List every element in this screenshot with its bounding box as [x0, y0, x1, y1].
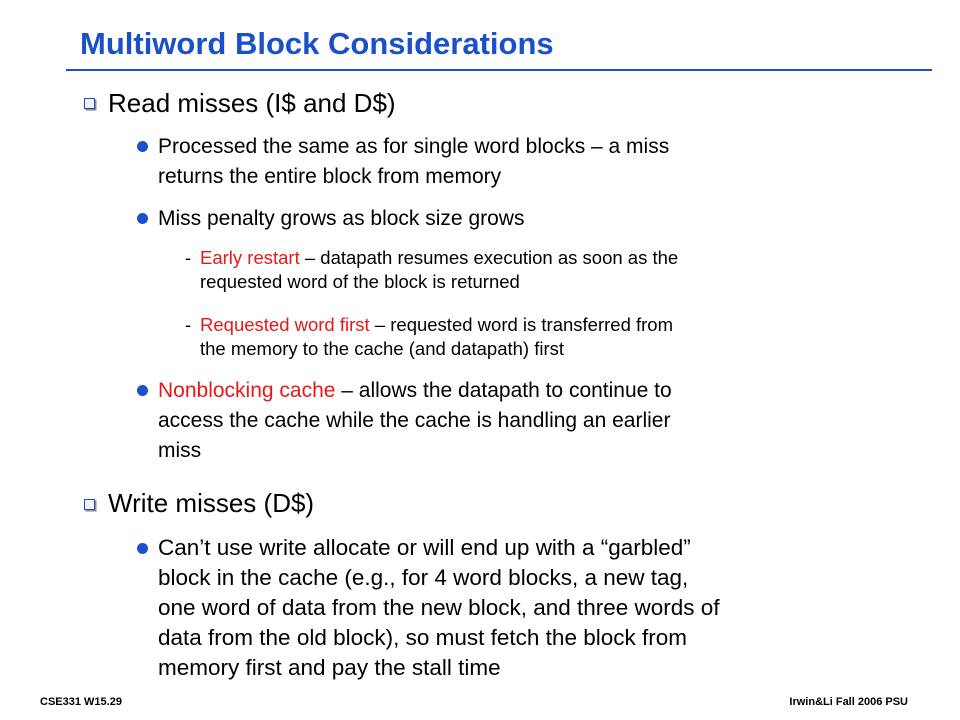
term-nonblocking-cache: Nonblocking cache: [158, 379, 336, 402]
term-early-restart: Early restart: [200, 247, 300, 268]
footer-course-label: CSE331 W15.29: [40, 696, 122, 708]
bullet-read-processed: [158, 132, 669, 192]
bullet-line: Can’t use write allocate or will end up with a “garbled”: [158, 535, 691, 560]
bullet-line: memory first and pay the stall time: [158, 655, 501, 680]
bullet-line: returns the entire block from memory: [158, 165, 502, 188]
section-heading-read-misses: Read misses (I$ and D$): [108, 88, 396, 118]
bullet-line: access the cache while the cache is handling an earlier: [158, 409, 671, 432]
bullet-line: data from the old block), so must fetch the block from: [158, 625, 687, 650]
dash-bullet-icon: -: [185, 247, 192, 268]
circle-bullet-icon: [137, 141, 148, 152]
term-description: – datapath resumes execution as soon as the: [299, 247, 679, 268]
bullet-write-allocate: [158, 533, 720, 683]
square-bullet-icon: [84, 98, 95, 109]
footer-credits: Irwin&Li Fall 2006 PSU: [789, 696, 908, 708]
sub-bullet-early-restart: [200, 246, 678, 294]
dash-bullet-icon: -: [185, 314, 192, 335]
bullet-line: Processed the same as for single word blocks – a miss: [158, 135, 670, 158]
circle-bullet-icon: [137, 385, 148, 396]
bullet-line: [158, 376, 672, 406]
circle-bullet-icon: [137, 213, 148, 224]
section-heading-write-misses: Write misses (D$): [108, 488, 315, 518]
slide-title: Multiword Block Considerations: [80, 26, 554, 61]
bullet-nonblocking-cache: [158, 376, 672, 466]
bullet-line: block in the cache (e.g., for 4 word blocks, a new tag,: [158, 565, 689, 590]
sub-bullet-line: [200, 246, 678, 270]
sub-bullet-requested-word-first: [200, 313, 673, 361]
bullet-line: miss: [158, 439, 202, 462]
term-requested-word-first: Requested word first: [200, 314, 370, 335]
sub-bullet-line: requested word of the block is returned: [200, 271, 520, 292]
sub-bullet-line: the memory to the cache (and datapath) first: [200, 338, 565, 359]
circle-bullet-icon: [137, 543, 148, 554]
square-bullet-icon: [84, 499, 95, 510]
term-description: – requested word is transferred from: [369, 314, 673, 335]
bullet-miss-penalty: Miss penalty grows as block size grows: [158, 207, 525, 230]
sub-bullet-line: [200, 313, 673, 337]
term-description: – allows the datapath to continue to: [335, 379, 672, 402]
title-underline: [66, 69, 932, 71]
bullet-line: one word of data from the new block, and three words of: [158, 595, 720, 620]
